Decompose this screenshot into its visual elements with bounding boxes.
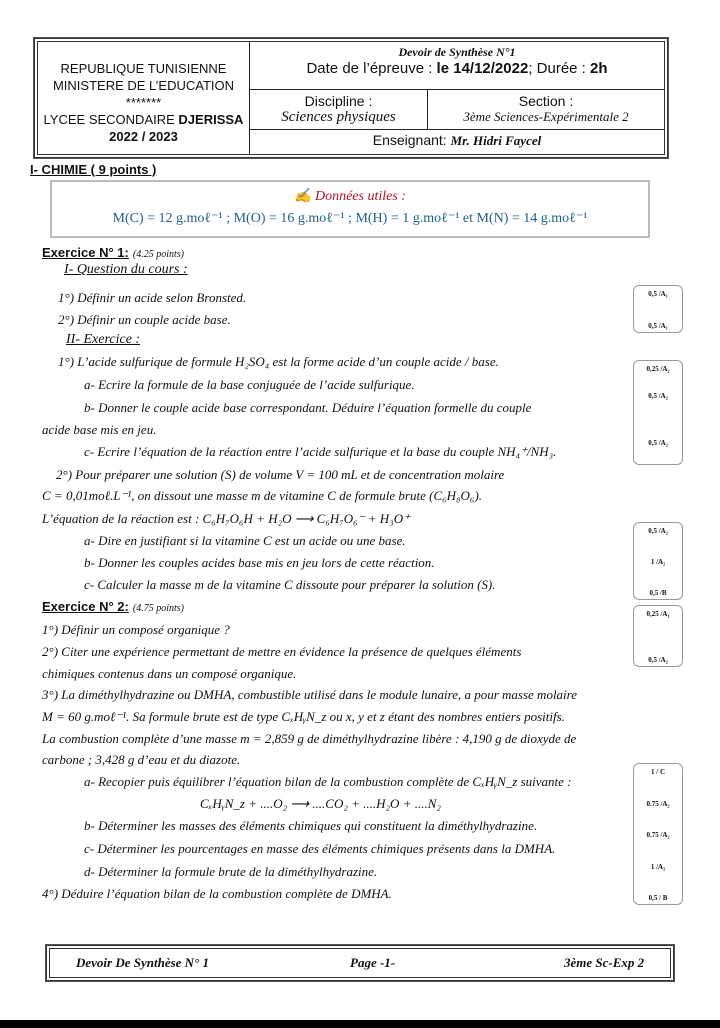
question-line: 1°) Définir un composé organique ? (42, 622, 230, 637)
country: REPUBLIQUE TUNISIENNE (60, 61, 227, 76)
exercise-2-title: Exercice N° 2: (4.75 points) (42, 599, 184, 614)
hand-icon: ✍ (294, 189, 312, 204)
score-value: 0,25 /A₂ (646, 365, 670, 373)
question-line: 1°) Définir un acide selon Bronsted. (58, 290, 247, 305)
question-line: C = 0,01moℓ.L⁻¹, on dissout une masse m de vitamine C de formule brute (C₆H₈O₆). (42, 488, 483, 503)
separator: ******* (125, 95, 162, 110)
question-line: c- Ecrire l’équation de la réaction entre l’acide sulfurique et la base du couple NH₄⁺/NH₃. (84, 444, 557, 459)
question-line: c- Calculer la masse m de la vitamine C dissoute pour préparer la solution (S). (84, 577, 496, 592)
question-line: 4°) Déduire l’équation bilan de la combustion complète de DMHA. (42, 886, 392, 901)
question-line: b- Déterminer les masses des éléments chimiques qui constituent la diméthylhydrazine. (84, 818, 538, 833)
score-value: 1 /A₂ (650, 558, 666, 566)
score-value: 0,5 /A₂ (648, 656, 668, 664)
score-box (633, 285, 683, 333)
question-line: 3°) La diméthylhydrazine ou DMHA, combustible utilisé dans le module lunaire, a pour masse molaire (42, 687, 578, 702)
score-value: 0,5 /A₁ (648, 322, 668, 330)
question-line: acide base mis en jeu. (42, 422, 157, 437)
question-line: I- Question du cours : (64, 262, 188, 277)
question-line: a- Recopier puis équilibrer l’équation bilan de la combustion complète de CₓHᵧN_z suivante : (84, 774, 572, 789)
useful-data-box (50, 180, 650, 238)
useful-data-title: ✍ Données utiles : (294, 189, 406, 204)
score-value: 0,5 /A₂ (648, 439, 668, 447)
school: LYCEE SECONDAIRE DJERISSA (43, 112, 244, 127)
score-value: 1 /A₂ (650, 862, 666, 871)
question-line: 2°) Citer une expérience permettant de mettre en évidence la présence de quelques éléments (42, 644, 522, 659)
score-value: 0,25 /A₁ (646, 610, 670, 618)
question-line: c- Déterminer les pourcentages en masse des éléments chimiques présents dans la DMHA. (84, 841, 556, 856)
question-line: 2°) Définir un couple acide base. (58, 312, 231, 327)
score-value: 1 / C (651, 768, 665, 776)
ministry: MINISTERE DE L’EDUCATION (52, 78, 235, 93)
page-number: Page -1- (350, 955, 396, 970)
question-line: a- Ecrire la formule de la base conjuguée de l’acide sulfurique. (84, 377, 415, 392)
question-line: 2°) Pour préparer une solution (S) de volume V = 100 mL et de concentration molaire (56, 467, 505, 482)
exercise-1-title: Exercice N° 1: (4.25 points) (42, 245, 184, 260)
exam-header (34, 38, 668, 158)
exam-title: Devoir de Synthèse N°1 (398, 45, 516, 59)
question-line: b- Donner le couple acide base correspondant. Déduire l’équation formelle du couple (84, 400, 532, 415)
section-value: 3ème Sciences-Expérimentale 2 (463, 109, 629, 124)
question-line: L’équation de la réaction est : C₆H₇O₆H + H₂O ⟶ C₆H₇O₆⁻ + H₃O⁺ (42, 511, 410, 526)
score-box (633, 522, 683, 600)
section-label: Section : (518, 93, 574, 109)
discipline-value: Sciences physiques (281, 109, 396, 125)
footer-title: Devoir De Synthèse N° 1 (76, 955, 210, 970)
score-box (633, 763, 683, 905)
footer (46, 945, 674, 981)
school-info (38, 42, 250, 154)
score-box (633, 360, 683, 465)
question-line: M = 60 g.moℓ⁻¹. Sa formule brute est de type CₓHᵧN_z ou x, y et z étant des nombres entiers positifs. (42, 709, 565, 724)
score-value: 0,5 /B (649, 589, 667, 597)
teacher: Enseignant: Mr. Hidri Faycel (372, 132, 542, 148)
question-line: 1°) L’acide sulfurique de formule H₂SO₄ est la forme acide d’un couple acide / base. (58, 354, 499, 369)
section-title: I- CHIMIE ( 9 points ) (30, 162, 157, 177)
question-line: La combustion complète d’une masse m = 2,859 g de diméthylhydrazine libère : 4,190 g de dioxyde de (42, 731, 577, 746)
question-line: CₓHᵧN_z + ....O₂ ⟶ ....CO₂ + ....H₂O + ....N₂ (200, 796, 441, 811)
footer-class: 3ème Sc-Exp 2 (564, 955, 645, 970)
school-year: 2022 / 2023 (109, 129, 178, 144)
score-value: 0,5 /A₂ (648, 527, 668, 535)
question-line: d- Déterminer la formule brute de la diméthylhydrazine. (84, 864, 378, 879)
score-value: 0.75 /A₂ (646, 831, 670, 839)
score-value: 0,5 /A₂ (648, 392, 668, 400)
question-line: chimiques contenus dans un composé organique. (42, 666, 297, 681)
exam-date: Date de l’épreuve : le 14/12/2022; Durée : 2h (306, 60, 608, 77)
discipline-label: Discipline : (304, 93, 373, 109)
question-line: carbone ; 3,428 g d’eau et du diazote. (42, 752, 241, 767)
question-line: a- Dire en justifiant si la vitamine C est un acide ou une base. (84, 533, 406, 548)
molar-masses: M(C) = 12 g.moℓ⁻¹ ; M(O) = 16 g.moℓ⁻¹ ; M(H) = 1 g.moℓ⁻¹ et M(N) = 14 g.moℓ⁻¹ (112, 211, 588, 226)
question-line: b- Donner les couples acides base mis en jeu lors de cette réaction. (84, 555, 435, 570)
score-box (633, 605, 683, 667)
score-value: 0,5 /A₁ (648, 290, 668, 298)
score-value: 0.75 /A₂ (646, 799, 670, 808)
bottom-bar (0, 1020, 720, 1028)
score-value: 0,5 / B (648, 894, 668, 902)
question-line: II- Exercice : (66, 332, 141, 347)
